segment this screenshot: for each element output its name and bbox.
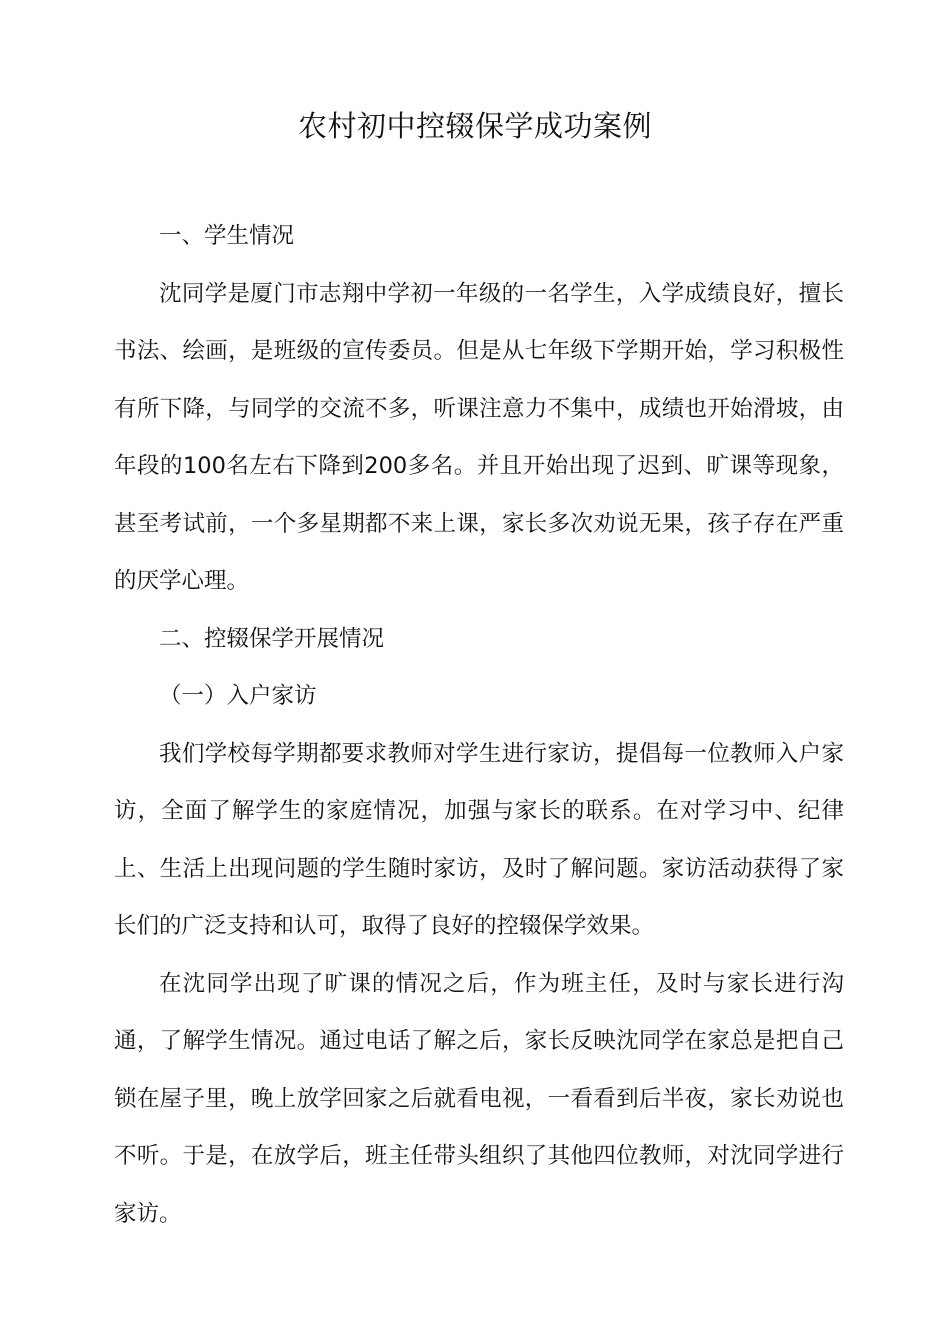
paragraph-teacher-action: 在沈同学出现了旷课的情况之后，作为班主任，及时与家长进行沟通，了解学生情况。通过电话了解之后，家长反映沈同学在家总是把自己锁在屋子里，晚上放学回家之后就看电视，一看看到后半夜，家长劝说也不听。于是，在放学后，班主任带头组织了其他四位教师，对沈同学进行家访。 bbox=[114, 970, 844, 1227]
subsection-heading-home-visit: （一）入户家访 bbox=[159, 683, 317, 709]
paragraph-student-description: 沈同学是厦门市志翔中学初一年级的一名学生，入学成绩良好，擅长书法、绘画，是班级的宣传委员。但是从七年级下学期开始，学习积极性有所下降，与同学的交流不多，听课注意力不集中，成绩也开始滑坡，由年段的100名左右下降到200多名。并且开始出现了迟到、旷课等现象，甚至考试前，一个多星期都不来上课，家长多次劝说无果，孩子存在严重的厌学心理。 bbox=[114, 280, 844, 594]
document-title: 农村初中控辍保学成功案例 bbox=[297, 109, 652, 143]
section-heading-student-situation: 一、学生情况 bbox=[159, 223, 295, 249]
section-heading-dropout-control: 二、控辍保学开展情况 bbox=[159, 625, 385, 652]
paragraph-school-home-visits: 我们学校每学期都要求教师对学生进行家访，提倡每一位教师入户家访，全面了解学生的家庭情况，加强与家长的联系。在对学习中、纪律上、生活上出现问题的学生随时家访，及时了解问题。家访活动获得了家长们的广泛支持和认可，取得了良好的控辍保学效果。 bbox=[114, 740, 844, 939]
document-body bbox=[114, 208, 844, 1243]
